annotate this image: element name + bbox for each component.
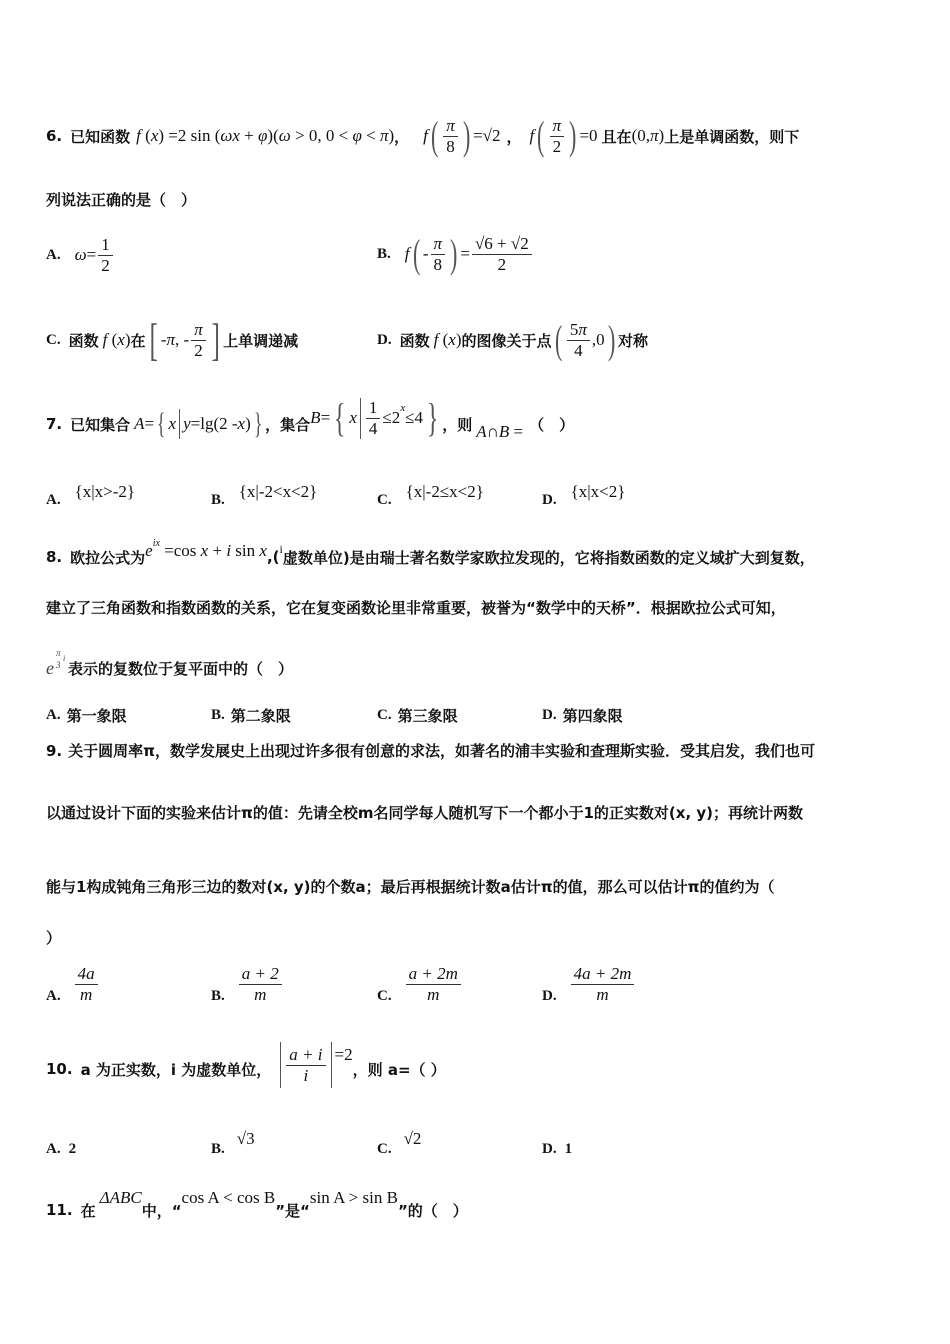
question-9-stem-line4: ）	[46, 929, 62, 947]
question-number: 6.	[46, 127, 63, 145]
option-label: C.	[377, 987, 392, 1004]
stem-text: 且在	[601, 127, 632, 146]
stem-text: ”是“	[275, 1201, 310, 1220]
option-text: 对称	[617, 331, 648, 350]
option-label: B.	[211, 491, 225, 508]
question-9-option-c[interactable]	[377, 960, 463, 1008]
stem-text: 关于圆周率π，数学发展史上出现过许多很有创意的求法，如著名的浦丰实验和查理斯实验．受其启发，我们也可	[68, 742, 816, 760]
option-formula: {x|-2≤x<2}	[405, 482, 484, 501]
stem-text: 在	[80, 1201, 96, 1220]
option-text: 第一象限	[66, 707, 127, 725]
question-9-option-b[interactable]	[211, 960, 284, 1008]
formula-f-pi-2: f ( $\frac{\pi}{2}$ ) =0	[529, 113, 598, 158]
option-label: D.	[377, 331, 392, 348]
option-text: 第二象限	[230, 707, 291, 725]
option-label: D.	[542, 1140, 557, 1157]
option-label: A.	[46, 491, 61, 508]
question-number: 9.	[46, 741, 63, 760]
option-label: D.	[542, 707, 557, 723]
stem-text: ,(	[266, 548, 280, 566]
question-6-stem-cont: 列说法正确的是（ ）	[46, 191, 197, 209]
question-8-stem-cont: 建立了三角函数和指数函数的关系，它在复变函数论里非常重要，被誉为“数学中的天桥”．根据欧拉公式可知，	[46, 599, 786, 617]
option-label: A.	[46, 246, 61, 263]
question-6-option-a[interactable]	[46, 232, 115, 278]
euler-formula: $e^{ix} =\cos$ x + i sin x	[145, 538, 267, 560]
question-number: 7.	[46, 415, 63, 433]
interval-formula: [ - π , - $\frac{\pi}{2}$ ]	[148, 314, 220, 365]
option-fraction: $\frac{4a}{m}$	[75, 964, 98, 1005]
option-label: C.	[377, 491, 392, 508]
comma: ，	[394, 127, 410, 146]
question-10-option-c[interactable]	[377, 1128, 421, 1158]
formula-f-definition: f (x) =2 sin (ωx + φ)(ω > 0, 0 < φ < π)	[136, 126, 395, 145]
comma: ，	[506, 127, 522, 146]
question-number: 8.	[46, 548, 63, 566]
option-label: C.	[377, 1140, 392, 1157]
option-fraction: $\frac{a + 2m}{m}$	[406, 964, 461, 1005]
option-label: D.	[542, 987, 557, 1004]
question-7-option-c[interactable]	[377, 475, 484, 509]
option-label: D.	[542, 491, 557, 508]
stem-text: ，集合	[265, 415, 311, 434]
stem-text: 中，“	[141, 1201, 182, 1220]
option-formula: {x|-2<x<2}	[238, 482, 318, 501]
stem-text: 已知函数	[70, 127, 131, 146]
question-6-option-b[interactable]	[377, 226, 534, 282]
stem-text: 虚数单位)是由瑞士著名数学家欧拉发现的，它将指数函数的定义域扩大到复数，	[282, 548, 815, 567]
question-8-option-a[interactable]	[46, 705, 127, 726]
question-7-option-b[interactable]	[211, 475, 317, 509]
option-text: 在	[130, 331, 146, 350]
option-text: 的图像关于点	[461, 331, 552, 350]
question-7-stem	[46, 396, 574, 452]
option-text: 函数	[68, 331, 99, 350]
stem-text: 已知集合	[70, 415, 131, 434]
option-label: C.	[46, 331, 61, 348]
stem-text: 欧拉公式为	[70, 548, 146, 567]
question-11-stem	[46, 1186, 468, 1222]
option-label: C.	[377, 707, 392, 723]
option-formula: {x|x>-2}	[74, 482, 136, 501]
question-10-option-d[interactable]	[542, 1128, 572, 1158]
sin-condition: sin A > sin B	[309, 1188, 398, 1207]
interval-0-pi: (0,π)	[631, 126, 665, 145]
question-9-option-a[interactable]	[46, 960, 100, 1008]
option-value: √3	[236, 1129, 255, 1148]
set-b-formula: B = { x $\frac{1}{4}$ ≤2 x ≤4 }	[310, 395, 439, 440]
question-9-option-d[interactable]	[542, 960, 636, 1008]
question-9-stem-line2: 以通过设计下面的实验来估计π的值：先请全校m名同学每人随机写下一个都小于1的正实数对(x, y)；再统计两数	[46, 804, 804, 822]
option-text: 第三象限	[397, 707, 458, 725]
option-fraction: $\frac{a + 2}{m}$	[239, 964, 282, 1005]
option-label: B.	[377, 245, 391, 262]
stem-text: ，则 a=（ ）	[352, 1060, 446, 1079]
question-9-stem	[46, 740, 815, 761]
option-text: 上单调递减	[223, 331, 299, 350]
cos-condition: cos A < cos B	[181, 1188, 276, 1207]
question-6-stem	[46, 113, 800, 158]
euler-power-formula: e π 3 i	[46, 647, 66, 678]
stem-text: ，则	[442, 415, 473, 434]
stem-text: 表示的复数位于复平面中的（ ）	[68, 659, 294, 678]
question-6-option-d[interactable]: D. 函数 f (x) 的图像关于点 ( $\frac{5\pi}{4}$ ,0 ) 对称	[377, 317, 648, 362]
question-number: 10.	[46, 1060, 73, 1078]
stem-text: 上是单调函数，则下	[664, 127, 800, 146]
question-8-stem-cont2	[46, 647, 294, 686]
option-value: 2	[68, 1140, 77, 1157]
intersection-formula: A∩B =	[476, 422, 524, 441]
option-text: 函数	[399, 331, 430, 350]
set-a-formula: A = { x y =lg(2 - x ) }	[134, 407, 263, 440]
option-b-formula: f ( - $\frac{\pi}{8}$ ) = $\frac{√6 + √2}{2}$	[405, 234, 534, 275]
triangle-formula: ΔABC	[99, 1188, 142, 1207]
question-8-option-c[interactable]	[377, 705, 458, 726]
question-8-stem	[46, 540, 815, 574]
question-7-option-d[interactable]	[542, 475, 625, 509]
stem-text: a 为正实数，i 为虚数单位，	[80, 1060, 272, 1079]
option-label: A.	[46, 987, 61, 1004]
question-10-option-a[interactable]	[46, 1128, 76, 1158]
option-formula: {x|x<2}	[570, 482, 626, 501]
question-8-option-b[interactable]	[211, 705, 291, 726]
option-fraction: $\frac{4a + 2m}{m}$	[571, 964, 635, 1005]
question-10-option-b[interactable]	[211, 1128, 255, 1158]
formula-f-pi-8: f ( $\frac{\pi}{8}$ ) =√2	[423, 113, 501, 158]
point-formula: ( $\frac{5\pi}{4}$ ,0 )	[554, 317, 615, 362]
question-9-stem-line3: 能与1构成钝角三角形三边的数对(x, y)的个数a；最后再根据统计数a估计π的值，那么可以估计π的值约为（	[46, 878, 775, 896]
question-number: 11.	[46, 1201, 73, 1219]
answer-blank: （ ）	[529, 415, 575, 434]
option-label: B.	[211, 987, 225, 1004]
question-6-option-c[interactable]: C. 函数 f (x) 在 [ - π , - $\frac{\pi}{2}$ ] 上单调递减	[46, 314, 299, 365]
question-8-option-d[interactable]	[542, 705, 623, 726]
option-a-formula: ω = $\frac{1}{2}$	[75, 235, 115, 276]
question-7-option-a[interactable]	[46, 475, 135, 509]
option-label: B.	[211, 707, 225, 723]
option-text: 第四象限	[562, 707, 623, 725]
option-label: B.	[211, 1140, 225, 1157]
modulus-formula: $\frac{a + i}{i}$ =2	[277, 1042, 352, 1088]
option-label: A.	[46, 707, 61, 723]
option-value: 1	[564, 1140, 573, 1157]
stem-text: ”的（ ）	[397, 1201, 468, 1220]
imaginary-unit: i	[279, 541, 283, 556]
question-10-stem	[46, 1044, 446, 1094]
option-label: A.	[46, 1140, 61, 1157]
option-value: √2	[403, 1129, 422, 1148]
